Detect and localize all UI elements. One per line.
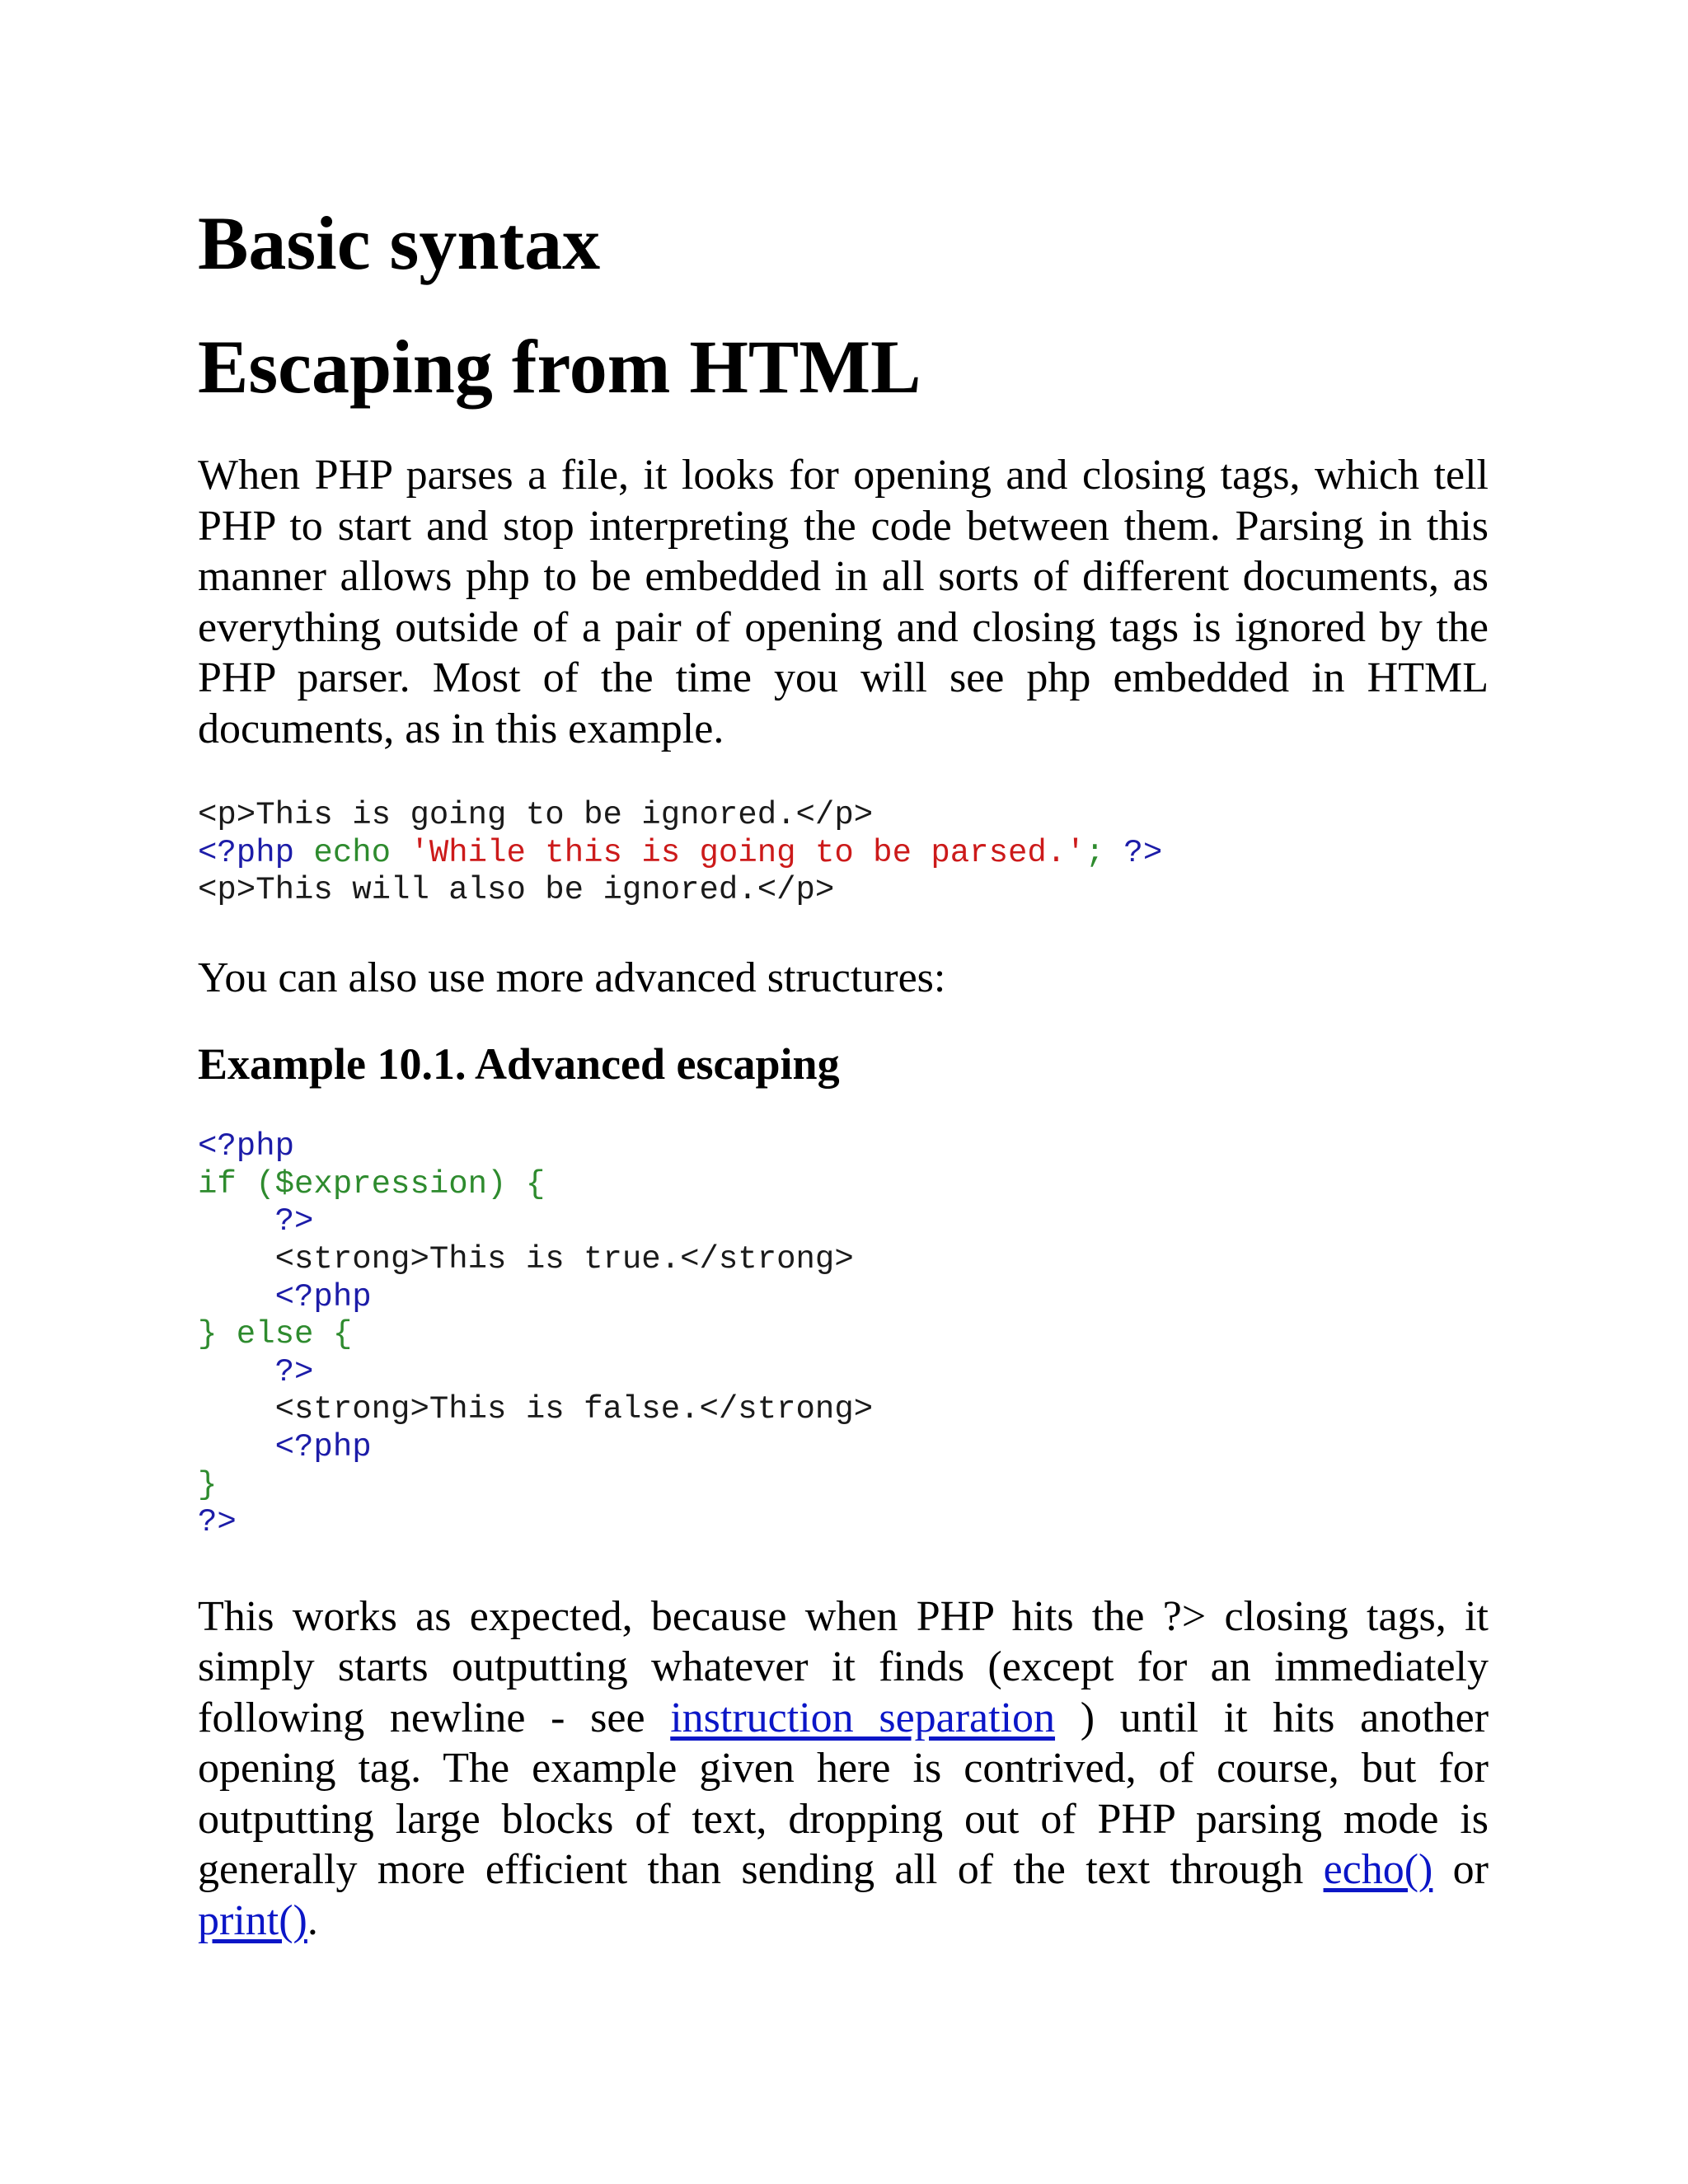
code-line: <?php [198,1128,295,1165]
code-line: <p>This is going to be ignored.</p> [198,797,874,833]
advanced-structures-text: You can also use more advanced structures: [198,954,946,1001]
code-line: <strong>This is false.</strong> [198,1391,874,1428]
code-token-php-close: ?> [1104,834,1163,871]
code-line: if ($expression) { [198,1165,546,1202]
code-line: ?> [198,1504,237,1541]
code-example-advanced [198,1128,1489,1542]
code-token-php-open: <?php [198,834,295,871]
code-example-basic [198,797,1489,910]
code-line: ?> [198,1353,314,1390]
page-content [198,198,1489,1946]
code-line: } [198,1466,218,1503]
code-line: <p>This will also be ignored.</p> [198,872,835,909]
code-line: <strong>This is true.</strong> [198,1241,854,1278]
explanation-text: ) until it hits another opening tag. The example given here is contrived, of course, but for outputting large blocks of text, dropping out of PHP parsing mode is generally more efficient than sending all of the text through [198,1694,1489,1894]
section-title: Escaping from HTML [198,325,921,409]
echo-link[interactable]: echo() [1323,1846,1433,1894]
code-line: <?php [198,1429,372,1466]
explanation-paragraph [198,1591,1489,1947]
code-token-string: 'While this is going to be parsed.' [410,834,1085,871]
example-title: Example 10.1. Advanced escaping [198,1039,840,1090]
code-line: } else { [198,1316,353,1353]
code-line: ?> [198,1203,314,1240]
intro-paragraph: When PHP parses a file, it looks for opening and closing tags, which tell PHP to start and stop interpreting the code between them. Parsing in this manner allows php to be embedded in all sorts of different documents, as everything outside of a pair of opening and closing tags is ignored by the PHP parser. Most of the time you will see php embedded in HTML documents, as in this example. [198,452,1489,752]
explanation-text: . [307,1896,318,1944]
page-title: Basic syntax [198,201,601,285]
explanation-text: This works as expected, because when PHP hits the ?> closing tags, it simply starts outputting whatever it finds (except for an immediately following newline - see [198,1592,1489,1741]
code-token-echo: echo [294,834,410,871]
instruction-separation-link[interactable]: instruction separation [670,1694,1056,1741]
print-link[interactable]: print() [198,1896,307,1944]
explanation-text: or [1432,1846,1489,1894]
code-line [198,835,1489,873]
code-token-semicolon: ; [1085,834,1105,871]
code-line: <?php [198,1278,372,1315]
